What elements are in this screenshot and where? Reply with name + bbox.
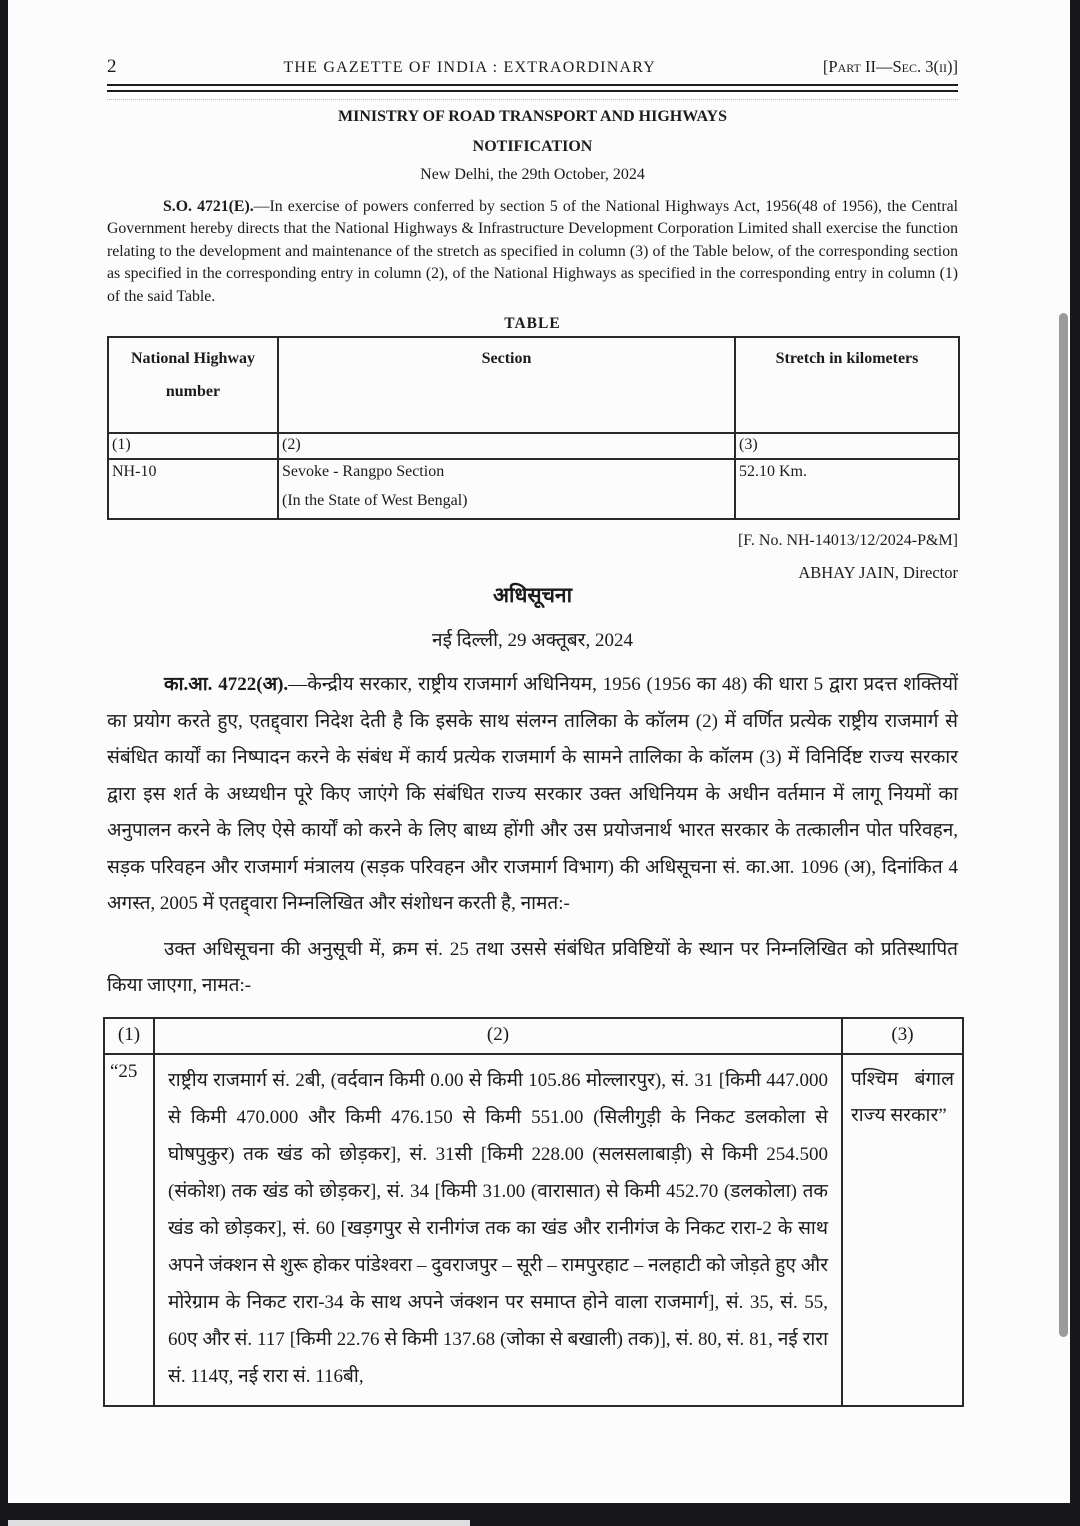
colnum-2: (2) [278,433,735,459]
cell-highway: NH-10 [108,459,278,519]
cell-state-government: पश्चिम बंगाल राज्य सरकार” [842,1054,963,1406]
cell-stretch: 52.10 Km. [735,459,959,519]
table-label: TABLE [504,315,561,333]
part-section-label: [Part II—Sec. 3(ii)] [822,57,958,76]
hindi-dateline: नई दिल्ली, 29 अक्तूबर, 2024 [432,630,633,651]
cell-section [278,459,735,519]
hindi-colnum-1: (1) [104,1018,154,1054]
header-double-rule [107,84,958,92]
so-number: S.O. 4721(E). [163,198,254,215]
next-page-edge [8,1520,470,1526]
colnum-1: (1) [108,433,278,459]
colnum-3: (3) [735,433,959,459]
table-header-row [108,337,959,433]
gazette-title: THE GAZETTE OF INDIA : EXTRAORDINARY [283,59,656,76]
page-number: 2 [107,56,117,77]
col-header-section: Section [278,337,735,433]
hindi-colnum-2: (2) [154,1018,842,1054]
table-row [108,459,959,519]
vertical-scrollbar[interactable] [1059,313,1068,1337]
table-colnum-row [108,433,959,459]
file-number: [F. No. NH-14013/12/2024-P&M] [737,532,958,550]
hindi-notification-paragraph [107,667,958,923]
hindi-notification-heading: अधिसूचना [492,583,573,607]
ministry-heading: MINISTRY OF ROAD TRANSPORT AND HIGHWAYS [337,108,727,125]
section-line1: Sevoke - Rangpo Section [282,463,445,481]
header-dotted-rule [107,99,958,100]
section-line2: (In the State of West Bengal) [282,492,468,510]
english-section [107,56,958,583]
page-header [107,56,958,78]
english-table [107,336,960,520]
hindi-body-text: —केन्द्रीय सरकार, राष्ट्रीय राजमार्ग अधिनियम, 1956 (1956 का 48) की धारा 5 द्वारा प्रदत्त शक्तियों का प्रयोग करते हुए, एतद्द्वारा निदेश देती है कि इसके साथ संलग्न तालिका के कॉलम (2) में वर्णित प्रत्येक राष्ट्रीय राजमार्ग से संबंधित कार्यों का निष्पादन करने के संबंध में कार्य प्रत्येक राजमार्ग के सामने तालिका के कॉलम (3) में विनिर्दिष्ट राज्य सरकार द्वारा इस शर्त के अध्यधीन पूरे किए जाएंगे कि संबंधित राज्य सरकार उक्त अधिनियम के अधीन वर्तमान में लागू नियमों का अनुपालन करने के लिए ऐसे कार्यों को करने के लिए बाध्य होंगी और उस प्रयोजनार्थ भारत सरकार के तत्कालीन पोत परिवहन, सड़क परिवहन और राजमार्ग मंत्रालय (सड़क परिवहन और राजमार्ग विभाग) की अधिसूचना सं. का.आ. 1096 (अ), दिनांकित 4 अगस्त, 2005 में एतद्द्वारा निम्नलिखित और संशोधन करती है, नामत:- [107,674,958,914]
col-header-stretch: Stretch in kilometers [735,337,959,433]
col-header-highway: National Highway number [108,337,278,433]
hindi-substitution-paragraph: उक्त अधिसूचना की अनुसूची में, क्रम सं. 25 तथा उससे संबंधित प्रविष्टियों के स्थान पर निम्नलिखित को प्रतिस्थापित किया जाएगा, नामत:- [107,938,958,996]
notification-heading: NOTIFICATION [472,138,593,155]
hindi-table-header-row [104,1018,963,1054]
english-notification-paragraph [107,196,958,308]
english-dateline: New Delhi, the 29th October, 2024 [420,166,645,183]
hindi-table-row [104,1054,963,1406]
cell-serial-number: “25 [104,1054,154,1406]
english-body-text: —In exercise of powers conferred by section 5 of the National Highways Act, 1956(48 of 1956), the Central Government hereby directs that the National Highways & Infrastructure Development Corporation Limited shall exercise the function relating to the development and maintenance of the stretch as specified in column (3) of the Table below, of the corresponding section as specified in the corresponding entry in column (2), of the National Highways as specified in the corresponding entry in column (1) of the said Table. [107,198,958,305]
hindi-colnum-3: (3) [842,1018,963,1054]
hindi-table [103,1017,964,1407]
signatory: ABHAY JAIN, Director [798,563,958,583]
hindi-so-number: का.आ. 4722(अ). [164,674,289,695]
cell-highway-description: राष्ट्रीय राजमार्ग सं. 2बी, (वर्दवान किमी 0.00 से किमी 105.86 मोल्लारपुर), सं. 31 [किमी 447.000 से किमी 470.000 और किमी 476.150 से किमी 551.00 (सिलीगुड़ी के निकट डलकोला से घोषपुकुर) तक खंड को छोड़कर], सं. 31सी [किमी 228.00 (सलसलाबाड़ी) से किमी 254.500 (संकोश) तक खंड को छोड़कर], सं. 34 [किमी 31.00 (वारासात) से किमी 452.70 (डलकोला) तक खंड को छोड़कर], सं. 60 [खड़गपुर से रानीगंज तक का खंड और रानीगंज के निकट रारा-2 के साथ अपने जंक्शन से शुरू होकर पांडेश्वरा – दुवराजपुर – सूरी – रामपुरहाट – नलहाटी को जोड़ते हुए और मोरेग्राम के निकट रारा-34 के साथ अपने जंक्शन पर समाप्त होने वाला राजमार्ग], सं. 35, सं. 55, 60ए और सं. 117 [किमी 22.76 से किमी 137.68 (जोका से बखाली) तक)], सं. 80, सं. 81, नई रारा सं. 114ए, नई रारा सं. 116बी, [154,1054,842,1406]
hindi-section [107,581,958,1407]
gazette-page [8,0,1070,1503]
